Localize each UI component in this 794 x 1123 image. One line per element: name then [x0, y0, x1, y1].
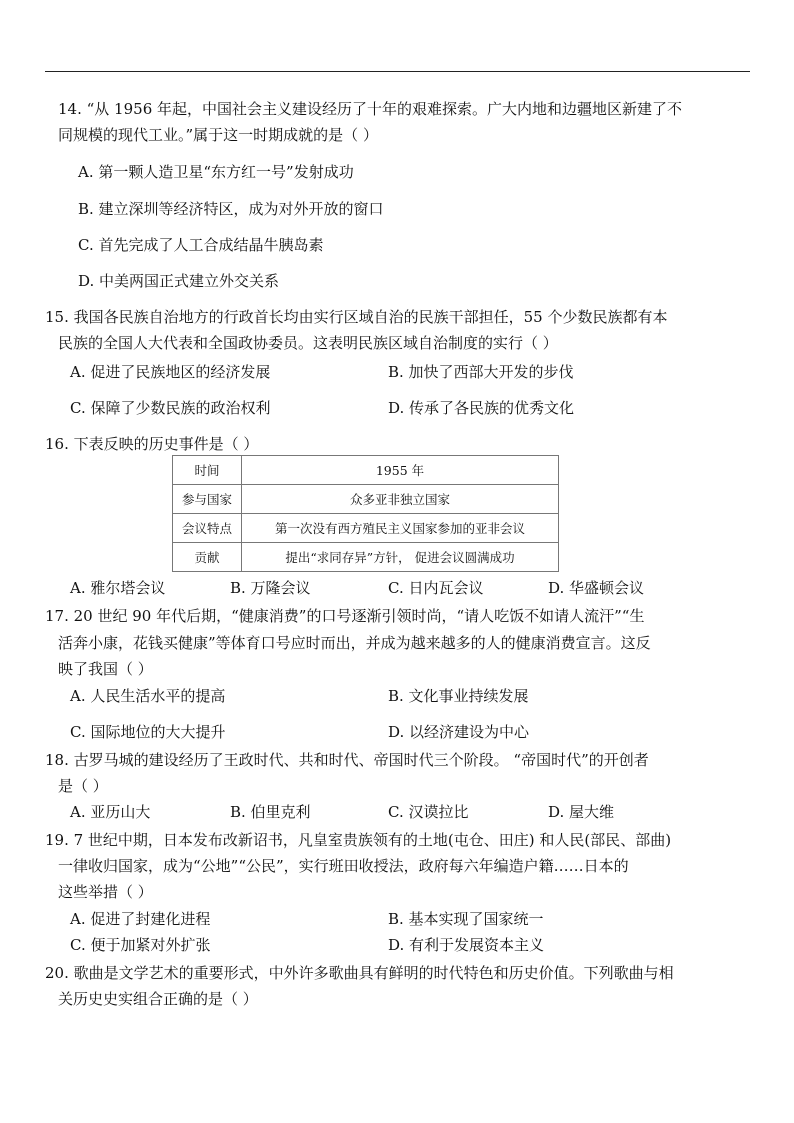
table-row: [173, 456, 559, 485]
table-key: 贡献: [173, 543, 242, 572]
q15-stem-line2: 民族的全国人大代表和全国政协委员。这表明民族区域自治制度的实行（ ）: [58, 334, 558, 352]
history-table: [172, 455, 559, 572]
q17-option-d[interactable]: D. 以经济建设为中心: [388, 723, 530, 741]
q20-stem-line2: 关历史史实组合正确的是（ ）: [58, 990, 258, 1008]
q18-stem-line2: 是（ ）: [58, 777, 108, 795]
q19-stem-line1: 19. 7 世纪中期，日本发布改新诏书，凡皇室贵族领有的土地(屯仓、田庄) 和人民(部民、部曲): [45, 831, 672, 849]
table-value: 提出“求同存异”方针， 促进会议圆满成功: [242, 543, 559, 572]
q15-option-d[interactable]: D. 传承了各民族的优秀文化: [388, 399, 575, 417]
q19-option-b[interactable]: B. 基本实现了国家统一: [388, 910, 544, 928]
q15-option-b[interactable]: B. 加快了西部大开发的步伐: [388, 363, 574, 381]
q19-option-a[interactable]: A. 促进了封建化进程: [70, 910, 211, 928]
q14-option-a[interactable]: A. 第一颗人造卫星“东方红一号”发射成功: [78, 163, 354, 181]
q15-option-c[interactable]: C. 保障了少数民族的政治权利: [70, 399, 271, 417]
q16-option-c[interactable]: C. 日内瓦会议: [388, 579, 484, 597]
q14-option-c[interactable]: C. 首先完成了人工合成结晶牛胰岛素: [78, 236, 324, 254]
table-value: 1955 年: [242, 456, 559, 485]
q14-option-d[interactable]: D. 中美两国正式建立外交关系: [78, 272, 280, 290]
q17-stem-line2: 活奔小康，花钱买健康”等体育口号应时而出，并成为越来越多的人的健康消费宣言。这反: [58, 634, 651, 652]
table-value: 众多亚非独立国家: [242, 485, 559, 514]
table-row: [173, 485, 559, 514]
table-row: [173, 543, 559, 572]
q16-option-b[interactable]: B. 万隆会议: [230, 579, 311, 597]
q14-stem-line1: 14. “从 1956 年起，中国社会主义建设经历了十年的艰难探索。广大内地和边疆地区新建了不: [58, 100, 683, 118]
q17-option-b[interactable]: B. 文化事业持续发展: [388, 687, 529, 705]
q17-option-a[interactable]: A. 人民生活水平的提高: [70, 687, 226, 705]
table-row: [173, 514, 559, 543]
q16-option-a[interactable]: A. 雅尔塔会议: [70, 579, 166, 597]
header-rule: [45, 71, 750, 72]
table-key: 参与国家: [173, 485, 242, 514]
q20-stem-line1: 20. 歌曲是文学艺术的重要形式，中外许多歌曲具有鲜明的时代特色和历史价值。下列歌曲与相: [45, 964, 674, 982]
q16-stem: 16. 下表反映的历史事件是（ ）: [45, 435, 259, 453]
q15-option-a[interactable]: A. 促进了民族地区的经济发展: [70, 363, 271, 381]
q17-stem-line1: 17. 20 世纪 90 年代后期，“健康消费”的口号逐渐引领时尚，“请人吃饭不如请人流汗”“生: [45, 607, 645, 625]
q14-stem-line2: 同规模的现代工业。”属于这一时期成就的是（ ）: [58, 126, 378, 144]
q18-option-b[interactable]: B. 伯里克利: [230, 803, 311, 821]
q19-option-c[interactable]: C. 便于加紧对外扩张: [70, 936, 211, 954]
q18-option-c[interactable]: C. 汉谟拉比: [388, 803, 469, 821]
q19-stem-line2: 一律收归国家，成为“公地”“公民”，实行班田收授法，政府每六年编造户籍……日本的: [58, 857, 629, 875]
table-key: 时间: [173, 456, 242, 485]
q16-option-d[interactable]: D. 华盛顿会议: [548, 579, 645, 597]
q17-stem-line3: 映了我国（ ）: [58, 660, 153, 678]
q18-option-d[interactable]: D. 屋大维: [548, 803, 615, 821]
q19-option-d[interactable]: D. 有利于发展资本主义: [388, 936, 545, 954]
table-value: 第一次没有西方殖民主义国家参加的亚非会议: [242, 514, 559, 543]
q19-stem-line3: 这些举措（ ）: [58, 883, 153, 901]
q18-option-a[interactable]: A. 亚历山大: [70, 803, 151, 821]
q17-option-c[interactable]: C. 国际地位的大大提升: [70, 723, 226, 741]
table-key: 会议特点: [173, 514, 242, 543]
q14-option-b[interactable]: B. 建立深圳等经济特区，成为对外开放的窗口: [78, 200, 384, 218]
q15-stem-line1: 15. 我国各民族自治地方的行政首长均由实行区域自治的民族干部担任，55 个少数民族都有本: [45, 308, 668, 326]
q18-stem-line1: 18. 古罗马城的建设经历了王政时代、共和时代、帝国时代三个阶段。 “帝国时代”的开创者: [45, 751, 649, 769]
